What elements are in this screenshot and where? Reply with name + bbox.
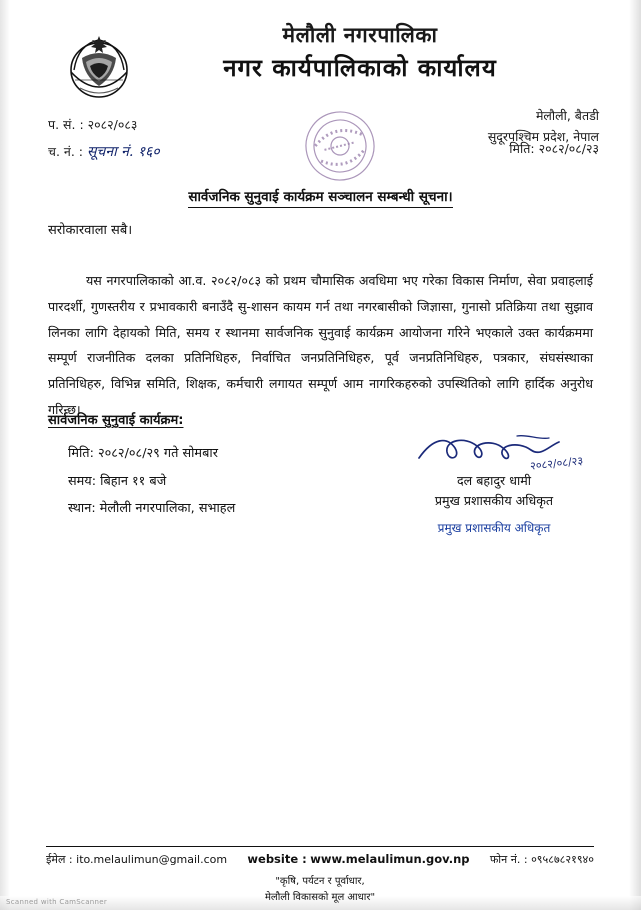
program-heading: सार्वजनिक सुनुवाई कार्यक्रम: (48, 413, 184, 428)
email-value[interactable]: ito.melaulimun@gmail.com (76, 853, 228, 866)
scan-edge-left (0, 0, 10, 910)
program-venue-value: मेलौली नगरपालिका, सभाहल (99, 501, 236, 516)
date-label: मिति: (509, 141, 535, 156)
letter-date (509, 140, 599, 157)
program-item-time (68, 468, 235, 496)
official-round-stamp-icon (290, 100, 390, 192)
signatory-post: प्रमुख प्रशासकीय अधिकृत (434, 493, 554, 508)
phone-label: फोन नं. : (489, 853, 528, 866)
handwritten-signature-icon (399, 432, 589, 473)
website-label: website : (247, 852, 307, 866)
address-line-2: सुदूरपश्चिम प्रदेश, नेपाल (487, 128, 599, 144)
nepal-government-emblem-icon (62, 30, 136, 104)
program-item-venue (68, 495, 235, 523)
footer-phone (490, 852, 594, 867)
ref-chalani-value: सूचना नं. १६० (86, 143, 160, 160)
program-details (68, 440, 235, 523)
footer-email (46, 852, 227, 867)
slogan-line-1: "कृषि, पर्यटन र पूर्वाधार, (275, 876, 365, 887)
phone-value: ०९५८७८२१९४० (531, 853, 594, 866)
subject-text: सार्वजनिक सुनुवाई कार्यक्रम सञ्चालन सम्बन्धी सूचना। (188, 189, 452, 208)
salutation: सरोकारवाला सबै। (48, 223, 133, 238)
program-time-label: समय: (68, 473, 97, 489)
ref-patra-value: २०८२/०८३ (87, 117, 138, 132)
date-value: २०८२/०८/२३ (538, 141, 599, 156)
signature-block (399, 432, 589, 536)
program-date-label: मिति: (68, 446, 94, 461)
signature-date: २०८२/०८/२३ (529, 454, 584, 473)
footer (46, 852, 594, 867)
footer-divider (46, 846, 594, 847)
address-line-1: मेलौली, बैतडी (535, 108, 599, 123)
footer-slogan (46, 874, 594, 905)
program-time-value: बिहान ११ बजे (100, 473, 167, 489)
scan-edge-right (629, 0, 641, 910)
subject-line (0, 186, 641, 205)
body-paragraph: यस नगरपालिकाको आ.व. २०८२/०८३ को प्रथम चौमासिक अवधिमा भए गरेका विकास निर्माण, सेवा प्रवाहलाई पारदर्शी, गुणस्तरीय र प्रभावकारी बनाउँदै सु-शासन कायम गर्न तथा नगरबासीको जिज्ञासा, गुनासो प्रतिक्रिया तथा सुझाव लिनका लागि देहायको मिति, समय र स्थानमा सार्वजनिक सुनुवाई कार्यक्रम आयोजना गरिने भएकाले उक्त कार्यक्रममा सम्पूर्ण राजनीतिक दलका प्रतिनिधिहरु, निर्वाचित जनप्रतिनिधिहरु, पूर्व जनप्रतिनिधिहरु, पत्रकार, संघसंस्थाका प्रतिनिधिहरु, विभिन्न समिति, शिक्षक, कर्मचारी लगायत सम्पूर्ण आम नागरिकहरुको उपस्थितिको लागि हार्दिक अनुरोध गरिन्छ। (48, 273, 593, 418)
signatory-name: दल बहादुर धामी (456, 473, 531, 488)
footer-website (227, 852, 490, 866)
scan-watermark: Scanned with CamScanner (6, 898, 108, 906)
program-date-value: २०८२/०८/२९ गते सोमबार (97, 446, 218, 461)
email-label: ईमेल : (46, 853, 73, 866)
slogan-line-2: मेलौली विकासको मूल आधार" (264, 891, 376, 903)
ref-chalani-label: च. नं. : (48, 143, 83, 159)
website-value[interactable]: www.melaulimun.gov.np (310, 852, 470, 866)
office-name: नगर कार्यपालिकाको कार्यालय (223, 54, 497, 83)
ref-patra-label: प. सं. : (48, 117, 84, 132)
reference-numbers (48, 112, 160, 166)
program-venue-label: स्थान: (68, 501, 96, 516)
letterhead-titles (150, 22, 570, 84)
municipality-name: मेलौली नगरपालिका (282, 23, 438, 47)
program-item-date (68, 440, 235, 468)
ref-patra-row (48, 112, 160, 138)
signatory-stamp: प्रमुख प्रशासकीय अधिकृत (437, 521, 551, 535)
ref-chalani-row (48, 138, 160, 167)
